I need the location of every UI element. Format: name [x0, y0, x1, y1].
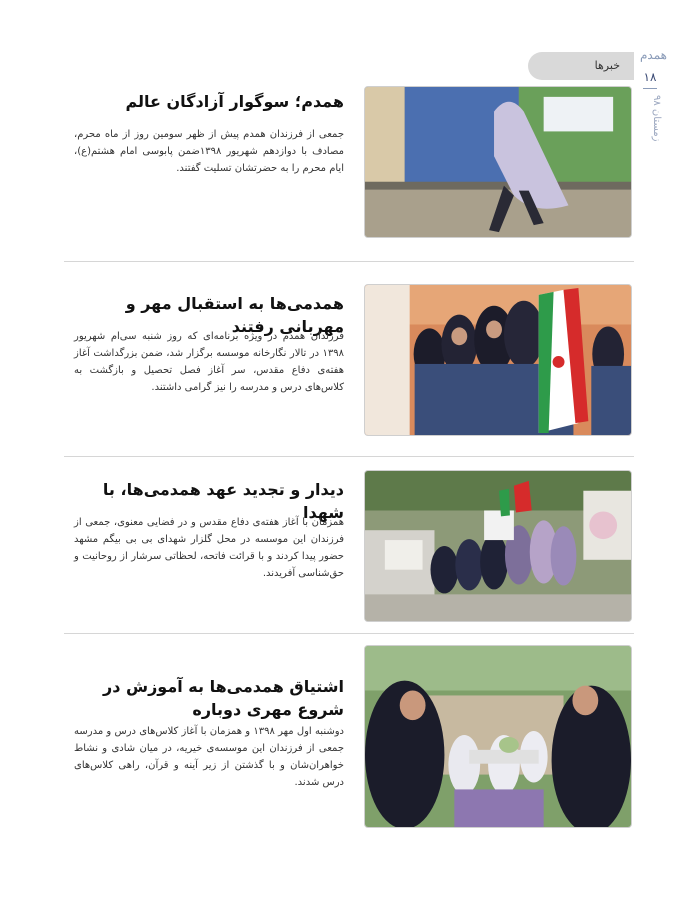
article-photo-school-start — [364, 645, 632, 828]
issue-label: زمستان ۹۸ — [651, 95, 662, 142]
article-headline: اشتیاق همدمی‌ها به آموزش در شروع مهری دوباره — [103, 677, 344, 719]
photo-woman-in-chador-icon — [365, 87, 631, 237]
magazine-logo: همدم — [640, 48, 667, 62]
article-martyrs-visit — [64, 470, 634, 622]
article-headline: دیدار و تجدید عهد همدمی‌ها، با شهدا — [102, 480, 344, 522]
article-headline: همدم؛ سوگوار آزادگان عالم — [125, 92, 344, 111]
article-photo-mehr-welcome — [364, 284, 632, 436]
article-body: همزمان با آغاز هفته‌ی دفاع مقدس و در فضایی معنوی، جمعی از فرزندان این موسسه در محل گلزار شهدای بی بی بیگم مشهد حضور پیدا کردند و با قرائت فاتحه، لحظاتی سرشار از روحانیت و حق‌شناسی آفریدند. — [74, 517, 344, 579]
section-label: خبرها — [594, 59, 620, 72]
photo-schoolgirls-flag-icon — [365, 285, 631, 435]
article-school-start — [64, 645, 634, 828]
article-headline: همدمی‌ها به استقبال مهر و مهربانی رفتند — [125, 294, 344, 336]
article-divider — [64, 261, 634, 262]
page-number-rule — [643, 88, 657, 89]
article-body: فرزندان همدم در ویژه برنامه‌ای که روز شنبه سی‌ام شهریور ۱۳۹۸ در تالار نگارخانه موسسه برگزار شد، ضمن بزرگداشت آغاز هفته‌ی دفاع مقدس، سر آغاز فصل تحصیل و بازگشت به کلاس‌های درس و مدرسه را نیز گرامی داشتند. — [74, 331, 344, 393]
article-photo-mourning — [364, 86, 632, 238]
article-body: دوشنبه اول مهر ۱۳۹۸ و همزمان با آغاز کلاس‌های درس و مدرسه جمعی از فرزندان این موسسه‌ی خیریه، در میان شادی و نشاط خواهران‌شان و با گذشتن از زیر آینه و قرآن، راهی کلاس‌های درس شدند. — [74, 726, 344, 788]
page-number: ۱۸ — [643, 70, 657, 84]
article-body: جمعی از فرزندان همدم پیش از ظهر سومین روز از ماه محرم، مصادف با دوازدهم شهریور ۱۳۹۸ضمن پابوسی امام هشتم(ع)، ایام محرم را به حضرتشان تسلیت گفتند. — [74, 129, 345, 174]
article-mehr-welcome — [64, 284, 634, 436]
article-mourning — [64, 86, 634, 238]
section-tab — [528, 52, 634, 80]
article-divider — [64, 456, 634, 457]
photo-group-cemetery-icon — [365, 471, 631, 621]
article-divider — [64, 633, 634, 634]
article-photo-martyrs-visit — [364, 470, 632, 622]
photo-girls-under-quran-icon — [365, 646, 631, 827]
